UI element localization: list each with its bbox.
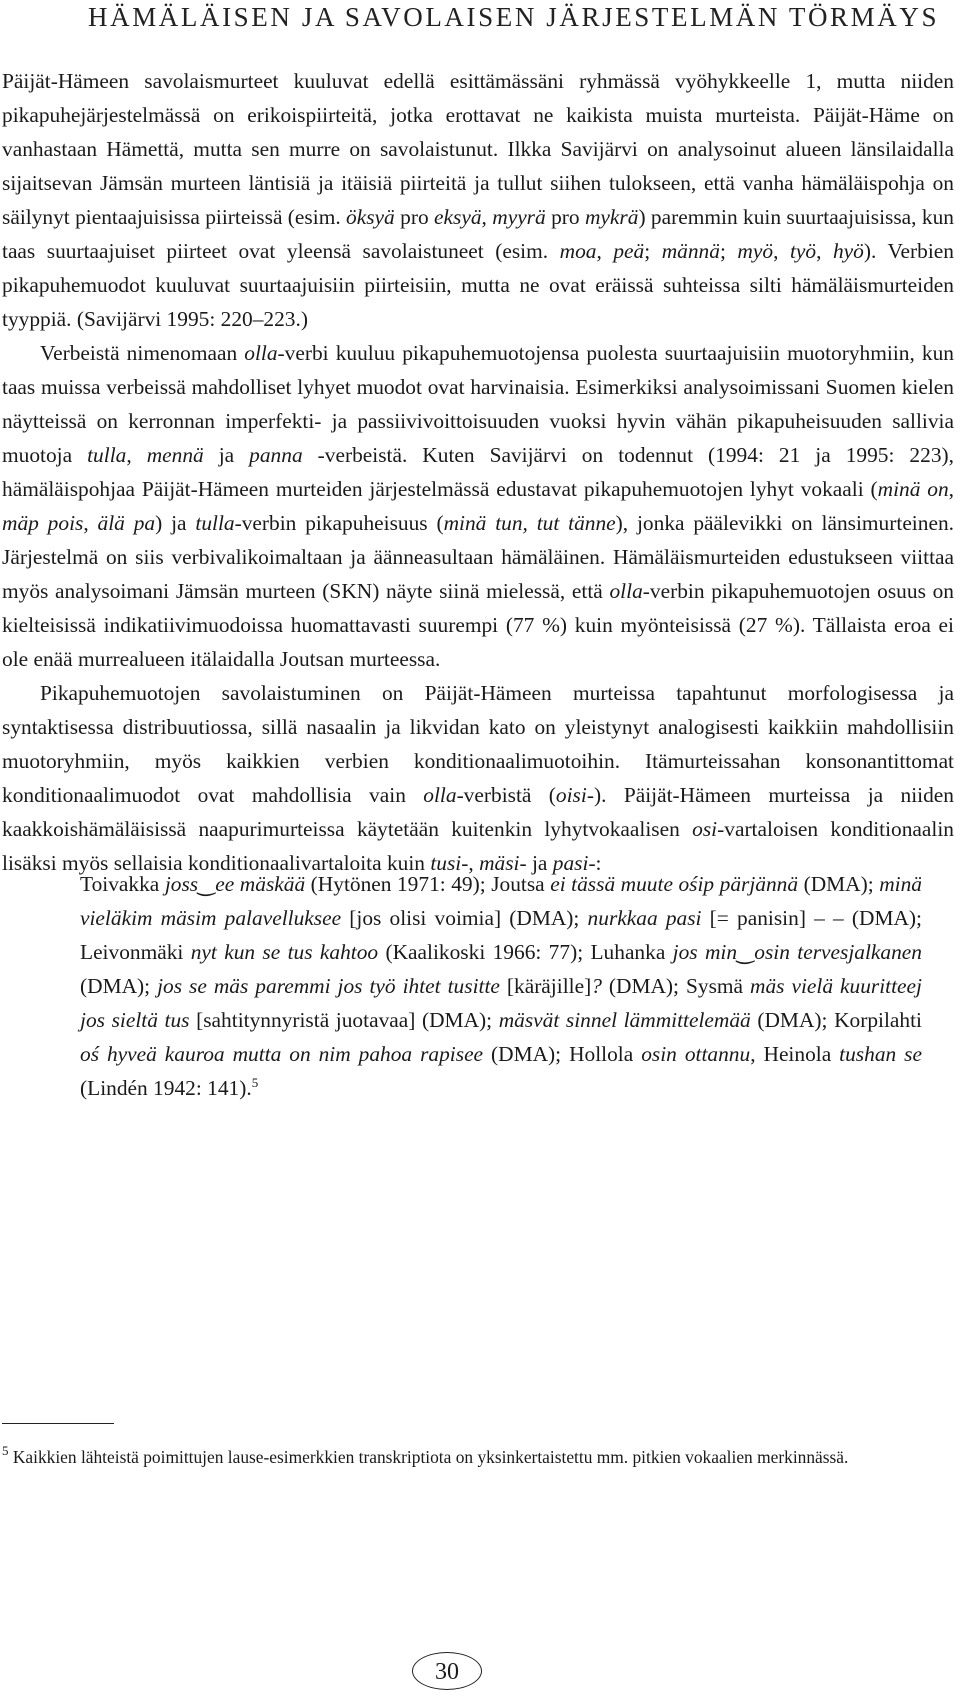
page-number: 30 [412, 1652, 482, 1690]
example-quote [80, 867, 922, 1105]
footnote-reference[interactable]: 5 [251, 1075, 259, 1090]
footnote-text: $^5$ Kaikkien lähteistä poimittujen lause-esimerkkien transkriptiota on yksinkertaistettu mm. pitkien vokaalien merkinnässä. [2, 1443, 849, 1467]
paragraph-1: Päijät-Hämeen savolaismurteet kuuluvat edellä esittämässäni ryhmässä vyöhykkeelle 1, mutta niiden pikapuhejärjestelmässä on erikoispiirteitä, jotka erottavat ne kaikista muista murteista. Päijät-Häme on vanhastaan Hämettä, mutta sen murre on savolaistunut. Ilkka Savijärvi on analysoinut alueen länsilaidalla sijaitsevan Jämsän murteen läntisiä ja itäisiä piirteitä ja tullut siihen tulokseen, että vanha hämäläispohja on säilynyt pientaajuisissa piirteissä (esim. öksyä pro eksyä, myyrä pro mykrä) paremmin kuin suurtaajuisissa, kun taas suurtaajuiset piirteet ovat yleensä savolaistuneet (esim. moa, peä; männä; myö, työ, hyö). Verbien pikapuhemuodot kuuluvat suurtaajuisiin piirteisiin, mutta ne ovat eräissä suhteissa silti hämäläismurteiden tyyppiä. (Savijärvi 1995: 220–223.) [2, 69, 954, 331]
quote-paragraph: Toivakka joss‿ee mäskää (Hytönen 1971: 49); Joutsa ei tässä muute ośip pärjännä (DMA); minä vieläkim mäsim palavelluksee [jos olisi voimia] (DMA); nurkkaa pasi [= panisin] – – (DMA); Leivonmäki nyt kun se tus kahtoo (Kaalikoski 1966: 77); Luhanka jos min‿osin tervesjalkanen (DMA); jos se mäs paremmi jos työ ihtet tusitte [käräjille]? (DMA); Sysmä mäs vielä kuuritteej jos sieltä tus [sahtitynnyristä juotavaa] (DMA); mäsvät sinnel lämmittelemää (DMA); Korpilahti oś hyveä kauroa mutta on nim pahoa rapisee (DMA); Hollola osin ottannu, Heinola tushan se (Lindén 1942: 141).$^5$ [80, 872, 923, 1100]
footnote-divider [2, 1423, 114, 1424]
footnote [2, 1443, 952, 1472]
running-header: HÄMÄLÄISEN JA SAVOLAISEN JÄRJESTELMÄN TÖRMÄYS [88, 2, 940, 32]
paragraph-3: Pikapuhemuotojen savolaistuminen on Päijät-Hämeen murteissa tapahtunut morfologisessa ja syntaktisessa distribuutiossa, sillä nasaalin ja likvidan kato on yleistynyt analogisesti kaikkiin mahdollisiin muotoryhmiin, myös kaikkien verbien konditionaalimuotoihin. Itämurteissahan konsonantittomat konditionaalimuodot ovat mahdollisia vain olla-verbistä (oisi-). Päijät-Hämeen murteissa ja niiden kaakkoishämäläisissä naapurimurteissa käytetään kuitenkin lyhytvokaalisen osi-vartaloisen konditionaalin lisäksi myös sellaisia konditionaalivartaloita kuin tusi-, mäsi- ja pasi-: [2, 681, 955, 875]
footnote-marker: 5 [2, 1443, 9, 1458]
main-text [2, 64, 954, 880]
paragraph-2: Verbeistä nimenomaan olla-verbi kuuluu pikapuhemuotojensa puolesta suurtaajuisiin muotoryhmiin, kun taas muissa verbeissä mahdolliset lyhyet muodot ovat harvinaisia. Esimerkiksi analysoimissani Suomen kielen näytteissä on kerronnan imperfekti- ja passiivivoittoisuuden vuoksi hyvin vähän pikapuheisuuden sallivia muotoja tulla, mennä ja panna -verbeistä. Kuten Savijärvi on todennut (1994: 21 ja 1995: 223), hämäläispohjaa Päijät-Hämeen murteiden järjestelmässä edustavat pikapuhemuotojen lyhyt vokaali (minä on, mäp pois, älä pa) ja tulla-verbin pikapuheisuus (minä tun, tut tänne), jonka päälevikki on länsimurteinen. Järjestelmä on siis verbivalikoimaltaan ja äänneasultaan hämäläinen. Hämäläismurteiden edustukseen viittaa myös analysoimani Jämsän murteen (SKN) näyte siinä mielessä, että olla-verbin pikapuhemuotojen osuus on kielteisissä indikatiivimuodoissa huomattavasti suurempi (77 %) kuin myönteisissä (27 %). Tällaista eroa ei ole enää murrealueen itälaidalla Joutsan murteessa. [2, 341, 954, 671]
